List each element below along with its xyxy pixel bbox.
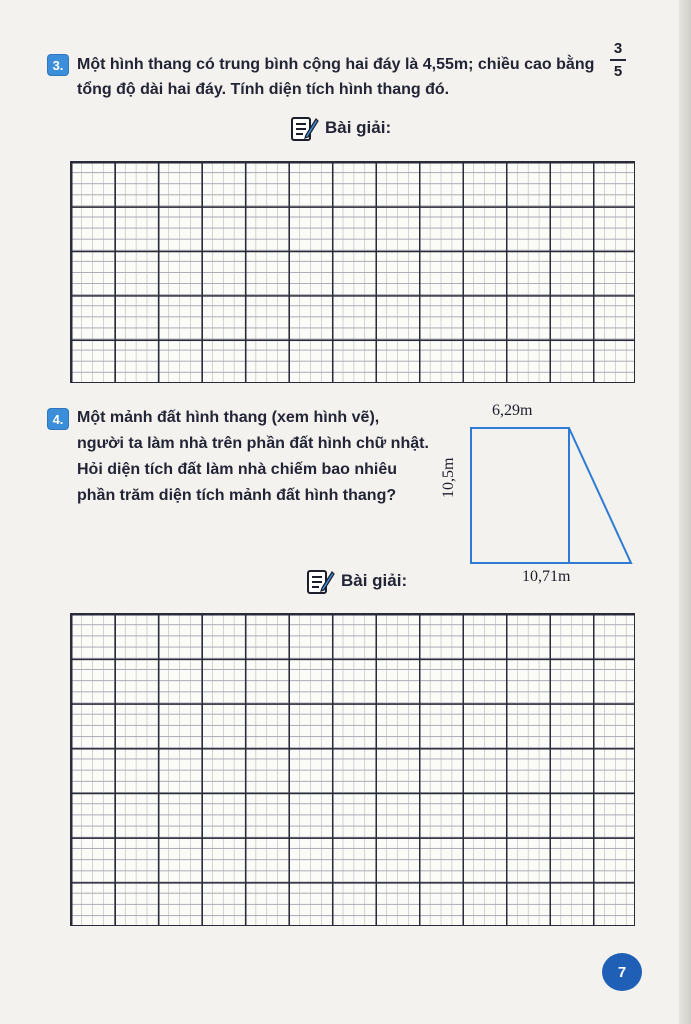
solution-label: Bài giải: — [325, 118, 392, 137]
notepad-pencil-icon — [289, 113, 319, 143]
exercise-4-line-1: Một mảnh đất hình thang (xem hình vẽ), — [77, 409, 380, 426]
fraction-numerator: 3 — [613, 40, 623, 57]
height-label: 10,5m — [440, 457, 457, 498]
solution-heading-3 — [289, 113, 391, 143]
exercise-3-number: 3. — [52, 57, 64, 73]
exercise-3-line-2: tổng độ dài hai đáy. Tính diện tích hình thang đó. — [77, 81, 450, 98]
exercise-4-badge — [48, 409, 68, 429]
exercise-4-line-3: Hỏi diện tích đất làm nhà chiếm bao nhiêu — [77, 461, 398, 478]
bottom-base-label: 10,71m — [522, 568, 571, 585]
answer-grid-4[interactable] — [70, 613, 635, 926]
answer-grid-3[interactable] — [70, 161, 635, 383]
page-number-text: 7 — [617, 963, 627, 981]
exercise-4-number: 4. — [52, 411, 64, 427]
exercise-4-line-4: phần trăm diện tích mảnh đất hình thang? — [77, 487, 397, 504]
solution-heading-4 — [305, 566, 407, 596]
notepad-pencil-icon — [305, 566, 335, 596]
exercise-3-line-1: Một hình thang có trung bình cộng hai đáy là 4,55m; chiều cao bằng — [77, 56, 595, 73]
fraction-denominator: 5 — [613, 62, 623, 80]
exercise-4-line-2: người ta làm nhà trên phần đất hình chữ nhật. — [77, 435, 429, 452]
exercise-3-fraction — [610, 40, 626, 80]
trapezoid-figure — [470, 425, 635, 567]
solution-label: Bài giải: — [341, 571, 408, 590]
fraction-bar — [610, 59, 626, 61]
trapezoid-outline — [471, 428, 631, 563]
page-edge — [679, 0, 691, 1024]
page-number — [602, 953, 642, 991]
top-base-label: 6,29m — [492, 402, 533, 419]
exercise-3-badge — [48, 55, 68, 75]
